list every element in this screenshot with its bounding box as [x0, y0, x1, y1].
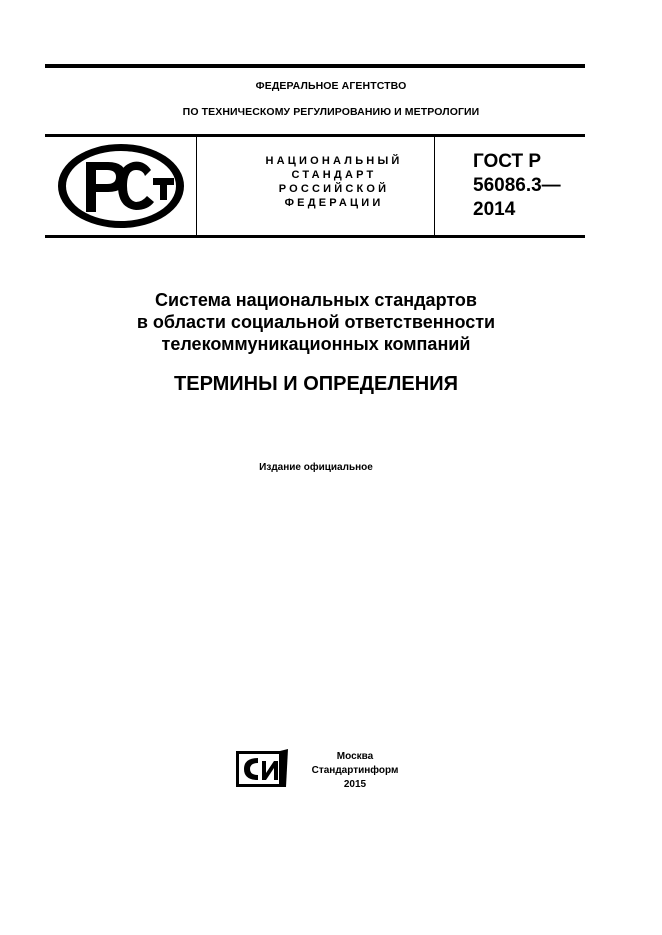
national-standard-label — [250, 154, 418, 210]
publisher-year: 2015 — [343, 779, 367, 790]
document-subtitle: ТЕРМИНЫ И ОПРЕДЕЛЕНИЯ — [174, 373, 458, 395]
title-line-3: телекоммуникационных компаний — [161, 334, 471, 354]
bottom-header-rule — [45, 235, 585, 238]
standard-line-4: ФЕДЕРАЦИИ — [284, 197, 384, 209]
document-title — [0, 289, 632, 355]
header-rule — [45, 134, 585, 137]
divider-left — [196, 137, 197, 236]
agency-line-1: ФЕДЕРАЛЬНОЕ АГЕНТСТВО — [255, 80, 407, 92]
publisher-info — [310, 750, 400, 792]
divider-right — [434, 137, 435, 236]
title-line-1: Система национальных стандартов — [155, 290, 477, 310]
standard-designation — [473, 150, 561, 222]
designation-line-1: ГОСТ Р — [473, 151, 542, 172]
standard-line-2: СТАНДАРТ — [291, 169, 377, 181]
title-line-2: в области социальной ответственности — [136, 312, 496, 332]
standard-line-3: РОССИЙСКОЙ — [278, 183, 390, 195]
edition-label: Издание официальное — [259, 462, 373, 473]
standartinform-logo-icon — [236, 749, 288, 789]
top-rule — [45, 64, 585, 68]
publisher-city: Москва — [336, 751, 374, 762]
agency-line-2: ПО ТЕХНИЧЕСКОМУ РЕГУЛИРОВАНИЮ И МЕТРОЛОГИИ — [182, 106, 480, 118]
designation-line-3: 2014 — [473, 199, 516, 220]
standard-line-1: НАЦИОНАЛЬНЫЙ — [265, 155, 403, 167]
publisher-name: Стандартинформ — [311, 765, 399, 776]
designation-line-2: 56086.3— — [473, 175, 561, 196]
rst-emblem-icon — [56, 142, 186, 230]
